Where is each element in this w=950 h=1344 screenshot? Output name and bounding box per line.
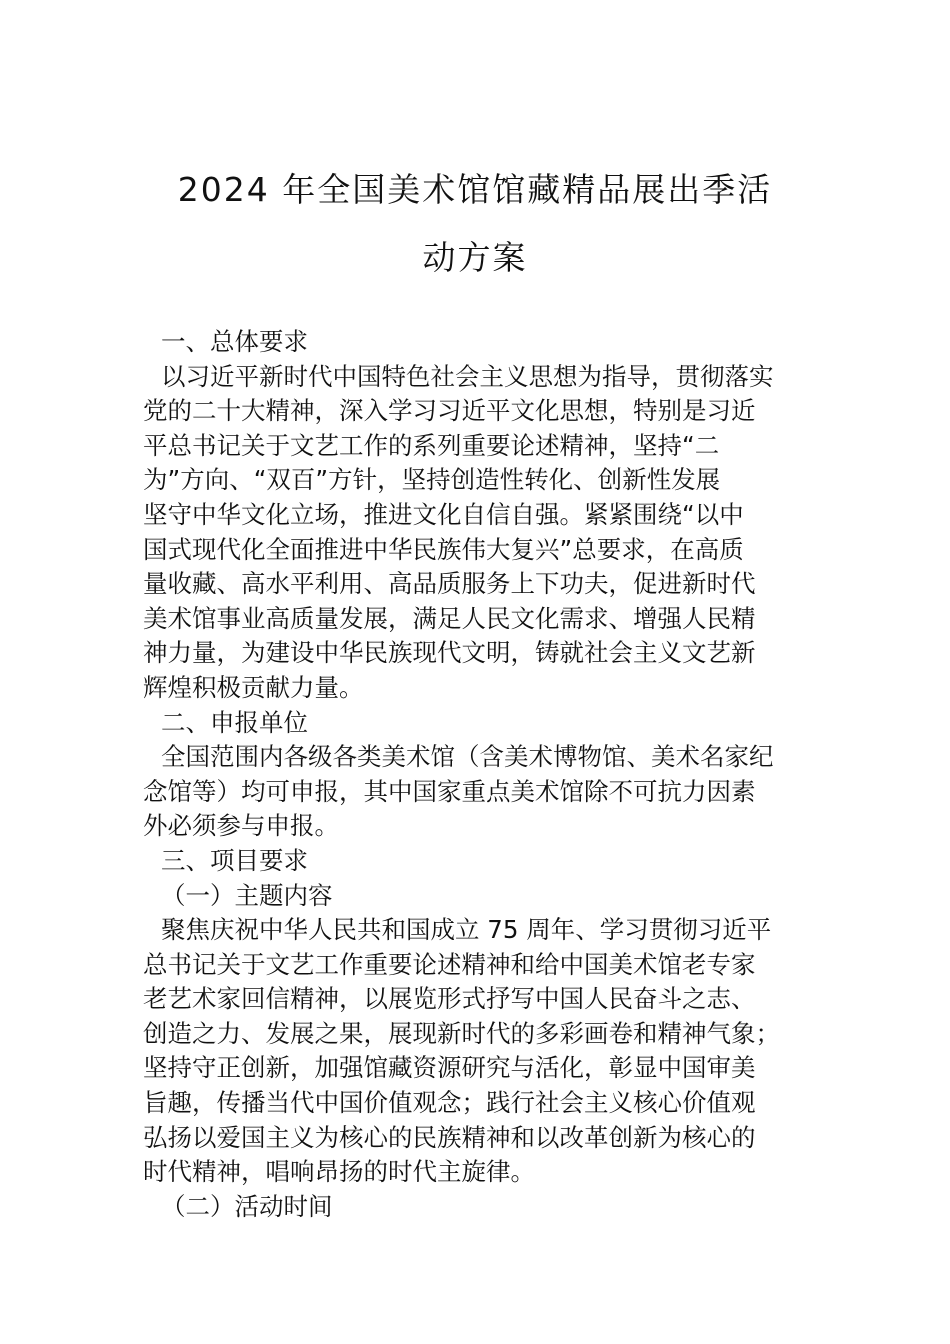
subsection-heading: （二）活动时间 [161,1191,333,1221]
paragraph-line: 时代精神，唱响昂扬的时代主旋律。 [143,1157,535,1187]
paragraph-line: 弘扬以爱国主义为核心的民族精神和以改革创新为核心的 [143,1122,756,1152]
document-body [143,325,813,1224]
paragraph-line: 平总书记关于文艺工作的系列重要论述精神，坚持“二 [143,430,720,460]
paragraph-line: 为”方向、“双百”方针，坚持创造性转化、创新性发展 [143,465,721,495]
paragraph-line: 坚持守正创新，加强馆藏资源研究与活化，彰显中国审美 [143,1053,756,1083]
paragraph-line: 坚守中华文化立场，推进文化自信自强。紧紧围绕“以中 [143,499,744,529]
paragraph-line: 聚焦庆祝中华人民共和国成立 75 周年、学习贯彻习近平 [161,915,772,945]
paragraph-line: 国式现代化全面推进中华民族伟大复兴”总要求，在高质 [143,534,744,564]
paragraph-line: 全国范围内各级各类美术馆（含美术博物馆、美术名家纪 [161,742,774,772]
section-heading: 二、申报单位 [161,707,308,737]
section-heading: 一、总体要求 [161,327,308,356]
paragraph-line: 总书记关于文艺工作重要论述精神和给中国美术馆老专家 [143,949,756,979]
paragraph-line: 旨趣，传播当代中国价值观念；践行社会主义核心价值观 [143,1088,756,1118]
paragraph-line: 神力量，为建设中华民族现代文明，铸就社会主义文艺新 [143,638,756,668]
paragraph-line: 辉煌积极贡献力量。 [143,672,364,702]
paragraph-line: 党的二十大精神，深入学习习近平文化思想，特别是习近 [143,396,756,426]
section-heading: 三、项目要求 [161,845,308,875]
paragraph-line: 以习近平新时代中国特色社会主义思想为指导，贯彻落实 [161,361,774,391]
paragraph-line: 创造之力、发展之果，展现新时代的多彩画卷和精神气象； [143,1018,780,1048]
paragraph-line: 老艺术家回信精神，以展览形式抒写中国人民奋斗之志、 [143,984,756,1014]
paragraph-line: 美术馆事业高质量发展，满足人民文化需求、增强人民精 [143,603,756,633]
paragraph-line: 量收藏、高水平利用、高品质服务上下功夫，促进新时代 [143,569,756,599]
document-title-line-1: 2024 年全国美术馆馆藏精品展出季活 [177,170,773,209]
document-title-line-2: 动方案 [422,238,528,277]
paragraph-line: 外必须参与申报。 [143,811,339,841]
paragraph-line: 念馆等）均可申报，其中国家重点美术馆除不可抗力因素 [143,776,756,806]
subsection-heading: （一）主题内容 [161,880,333,910]
